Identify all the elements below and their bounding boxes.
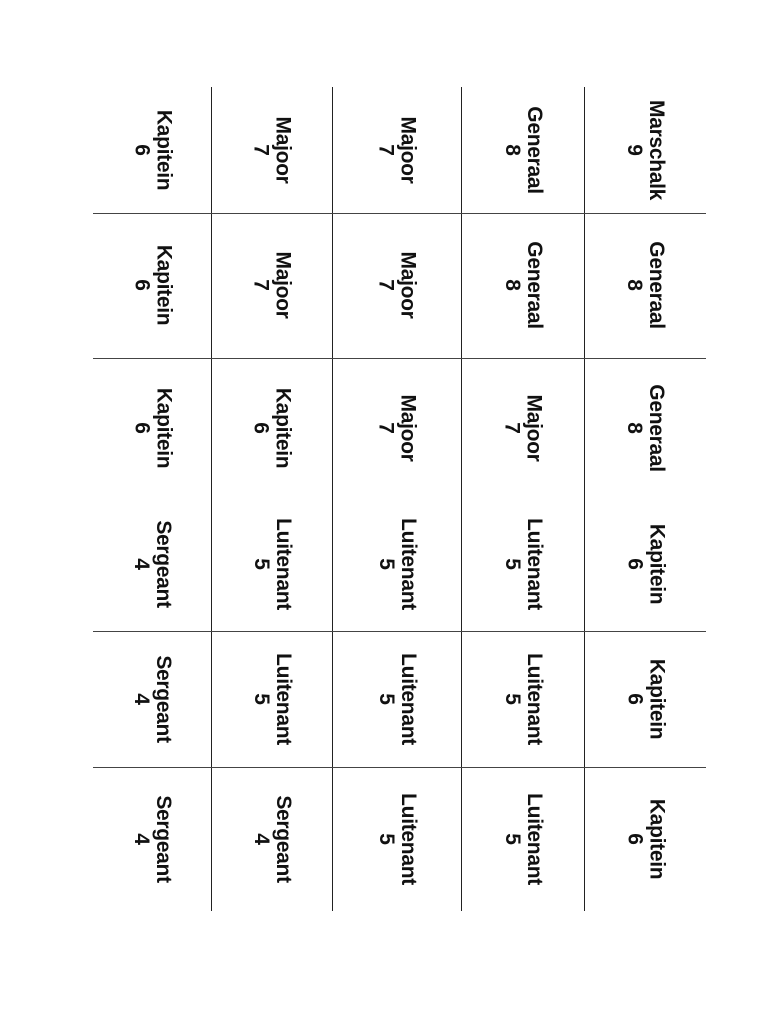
- rank-value: 5: [374, 833, 398, 845]
- rank-value: 5: [249, 693, 273, 705]
- rank-card: [332, 358, 461, 498]
- rank-value: 7: [374, 144, 398, 156]
- rank-card: [332, 87, 461, 213]
- card-label: [500, 519, 544, 611]
- rank-name: Sergeant: [152, 655, 176, 743]
- rank-name: Kapitein: [152, 387, 176, 469]
- rank-value: 5: [500, 693, 524, 705]
- card-label: [249, 653, 293, 745]
- rank-name: Generaal: [645, 241, 669, 330]
- rank-name: Luitenant: [522, 518, 546, 611]
- rank-card: [93, 631, 211, 767]
- rank-value: 8: [500, 279, 524, 292]
- rank-card: [93, 358, 211, 498]
- rank-value: 5: [500, 558, 524, 571]
- rank-card: [461, 87, 584, 213]
- rank-name: Sergeant: [152, 520, 176, 609]
- card-label: [249, 116, 293, 183]
- card-label: [374, 252, 418, 319]
- rank-card: [461, 358, 584, 498]
- rank-value: 5: [374, 558, 398, 571]
- card-label: [500, 793, 544, 885]
- rank-name: Kapitein: [271, 387, 295, 469]
- rank-card: [332, 498, 461, 631]
- rank-card: [93, 767, 211, 911]
- card-label: [374, 793, 418, 885]
- rank-value: 6: [129, 144, 153, 156]
- rank-card: [584, 87, 706, 213]
- rank-value: 7: [249, 279, 273, 292]
- rank-name: Kapitein: [152, 245, 176, 326]
- rank-name: Majoor: [522, 394, 546, 462]
- rank-name: Luitenant: [396, 653, 420, 745]
- rank-card: [584, 767, 706, 911]
- rank-value: 8: [500, 144, 524, 156]
- rank-value: 4: [249, 833, 273, 845]
- rank-name: Luitenant: [522, 793, 546, 885]
- rank-value: 8: [623, 279, 646, 292]
- card-label: [374, 653, 418, 745]
- card-label: [623, 799, 667, 879]
- rank-card: [584, 213, 706, 358]
- rank-card: [211, 767, 332, 911]
- rank-card: [93, 213, 211, 358]
- card-label: [623, 659, 667, 739]
- card-label: [130, 245, 174, 325]
- rank-value: 4: [130, 558, 153, 571]
- card-label: [500, 242, 544, 330]
- rank-value: 7: [249, 144, 273, 156]
- rank-name: Kapitein: [645, 658, 669, 740]
- rank-name: Sergeant: [271, 795, 295, 883]
- card-label: [374, 519, 418, 611]
- rank-name: Majoor: [396, 116, 420, 184]
- card-label: [623, 524, 667, 604]
- rank-value: 7: [374, 279, 398, 292]
- rank-card: [461, 631, 584, 767]
- rank-card: [211, 358, 332, 498]
- rank-value: 8: [623, 422, 646, 434]
- rank-card: [332, 213, 461, 358]
- rank-value: 9: [623, 144, 646, 156]
- rank-name: Luitenant: [396, 793, 420, 885]
- rank-card: [584, 631, 706, 767]
- rank-name: Kapitein: [645, 524, 669, 605]
- rank-name: Sergeant: [152, 795, 176, 883]
- rank-name: Luitenant: [396, 518, 420, 611]
- rank-value: 6: [129, 422, 153, 434]
- rank-card: [211, 213, 332, 358]
- card-label: [130, 655, 174, 742]
- rank-card: [93, 498, 211, 631]
- card-label: [130, 795, 174, 882]
- rank-value: 6: [129, 279, 153, 292]
- rank-name: Generaal: [522, 241, 546, 330]
- rank-value: 4: [130, 693, 153, 705]
- rank-value: 6: [622, 693, 646, 705]
- card-label: [500, 653, 544, 745]
- rank-name: Generaal: [522, 106, 546, 194]
- rank-card: [332, 631, 461, 767]
- rank-name: Majoor: [271, 116, 295, 184]
- card-label: [500, 394, 544, 461]
- rank-value: 6: [622, 833, 646, 845]
- rank-name: Majoor: [271, 251, 295, 320]
- rank-value: 6: [249, 422, 273, 434]
- card-label: [130, 521, 174, 608]
- card-label: [623, 384, 667, 472]
- card-label: [130, 110, 174, 190]
- rank-value: 5: [374, 693, 398, 705]
- rank-name: Luitenant: [271, 518, 295, 611]
- rank-name: Majoor: [396, 251, 420, 320]
- card-label: [249, 795, 293, 882]
- rank-name: Marschalk: [645, 99, 669, 201]
- rank-card: [461, 213, 584, 358]
- rank-card: [332, 767, 461, 911]
- rank-name: Luitenant: [522, 653, 546, 745]
- rank-value: 7: [500, 422, 524, 434]
- rank-card: [461, 767, 584, 911]
- rank-value: 7: [374, 422, 398, 434]
- card-label: [249, 252, 293, 319]
- rank-name: Kapitein: [152, 109, 176, 191]
- rank-card: [461, 498, 584, 631]
- card-label: [623, 100, 667, 200]
- card-label: [374, 116, 418, 183]
- card-label: [623, 242, 667, 330]
- rank-name: Kapitein: [645, 798, 669, 880]
- rank-card: [211, 631, 332, 767]
- rank-value: 5: [249, 558, 273, 571]
- card-label: [249, 519, 293, 611]
- rank-card: [584, 358, 706, 498]
- rank-card: [211, 498, 332, 631]
- card-label: [374, 394, 418, 461]
- rank-name: Luitenant: [271, 653, 295, 745]
- card-label: [249, 388, 293, 468]
- rank-name: Majoor: [396, 394, 420, 462]
- card-label: [500, 106, 544, 194]
- card-label: [130, 388, 174, 468]
- rank-value: 6: [622, 558, 646, 571]
- rank-card: [211, 87, 332, 213]
- rank-name: Generaal: [645, 384, 669, 472]
- rank-value: 4: [130, 833, 153, 845]
- rank-card: [93, 87, 211, 213]
- rank-value: 5: [500, 833, 524, 845]
- rank-card: [584, 498, 706, 631]
